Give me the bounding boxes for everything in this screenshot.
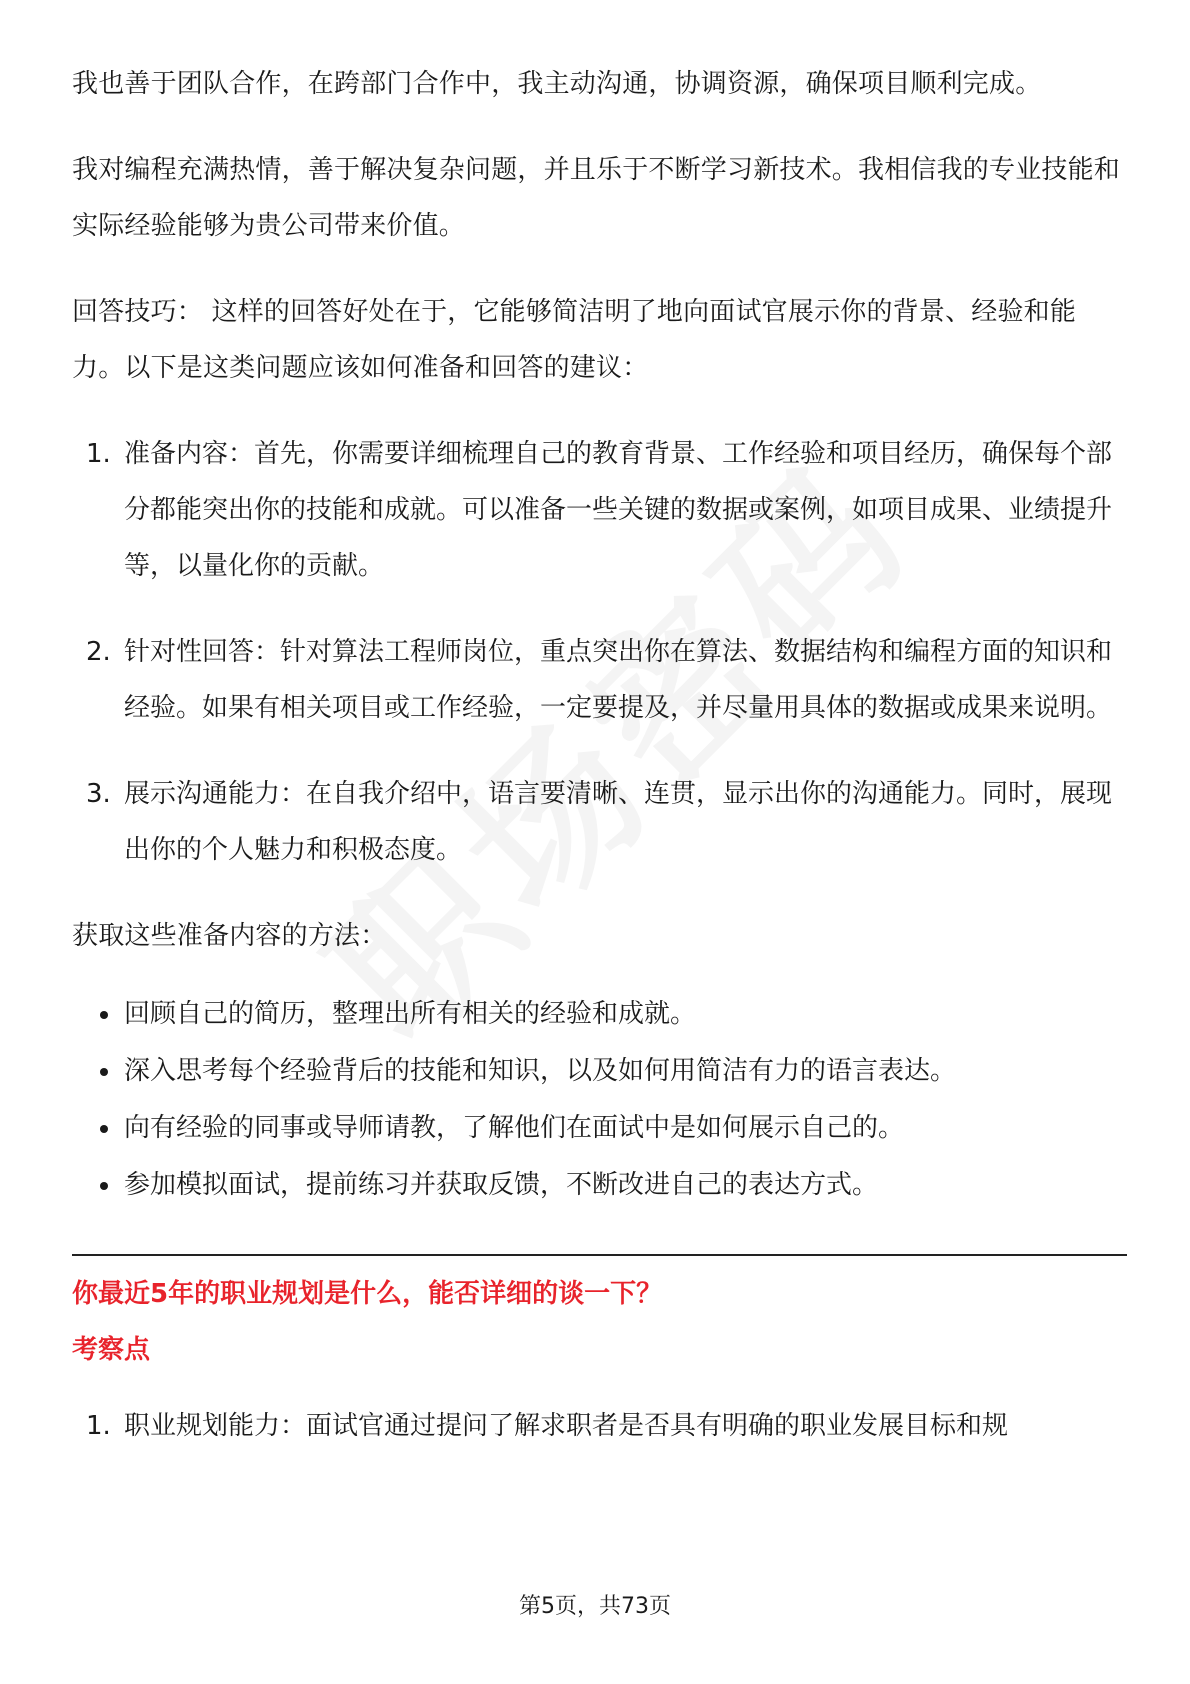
list-item-text: 准备内容：首先，你需要详细梳理自己的教育背景、工作经验和项目经历，确保每个部分都能突出你的技能和成就。可以准备一些关键的数据或案例，如项目成果、业绩提升等，以量化你的贡献。 bbox=[124, 439, 1113, 581]
paragraph-answer-tips: 回答技巧： 这样的回答好处在于，它能够简洁明了地向面试官展示你的背景、经验和能力。以下是这类问题应该如何准备和回答的建议： bbox=[72, 297, 1077, 383]
list-item bbox=[72, 426, 1127, 594]
page-footer: 第5页，共73页 bbox=[519, 1594, 671, 1619]
paragraph-teamwork: 我也善于团队合作，在跨部门合作中，我主动沟通，协调资源，确保项目顺利完成。 bbox=[72, 69, 1042, 99]
list-item bbox=[72, 1157, 1127, 1214]
list-item-text: 向有经验的同事或导师请教，了解他们在面试中是如何展示自己的。 bbox=[124, 1113, 905, 1143]
document-page bbox=[72, 56, 1127, 1454]
list-number: 1. bbox=[86, 1411, 111, 1441]
list-item-text: 回顾自己的简历，整理出所有相关的经验和成就。 bbox=[124, 999, 697, 1029]
methods-list bbox=[72, 986, 1127, 1214]
list-item-text: 展示沟通能力：在自我介绍中，语言要清晰、连贯，显示出你的沟通能力。同时，展现出你的个人魅力和积极态度。 bbox=[124, 779, 1113, 865]
bullet-icon bbox=[100, 1182, 108, 1190]
list-item bbox=[72, 1398, 1127, 1454]
bullet-icon bbox=[100, 1011, 108, 1019]
list-item bbox=[72, 986, 1127, 1043]
tips-list bbox=[72, 426, 1127, 878]
bullet-icon bbox=[100, 1125, 108, 1133]
list-number: 1. bbox=[86, 439, 111, 469]
list-item bbox=[72, 624, 1127, 736]
list-item-text: 参加模拟面试，提前练习并获取反馈，不断改进自己的表达方式。 bbox=[124, 1170, 879, 1200]
paragraph-passion: 我对编程充满热情，善于解决复杂问题，并且乐于不断学习新技术。我相信我的专业技能和实际经验能够为贵公司带来价值。 bbox=[72, 155, 1121, 241]
list-item-text: 针对性回答：针对算法工程师岗位，重点突出你在算法、数据结构和编程方面的知识和经验。如果有相关项目或工作经验，一定要提及，并尽量用具体的数据或成果来说明。 bbox=[124, 637, 1113, 723]
list-item-text: 职业规划能力：面试官通过提问了解求职者是否具有明确的职业发展目标和规 bbox=[124, 1411, 1009, 1441]
list-number: 2. bbox=[86, 637, 111, 667]
bullet-icon bbox=[100, 1068, 108, 1076]
focus-heading: 考察点 bbox=[72, 1335, 151, 1365]
list-item bbox=[72, 1100, 1127, 1157]
list-number: 3. bbox=[86, 779, 111, 809]
list-item bbox=[72, 766, 1127, 878]
methods-intro: 获取这些准备内容的方法： bbox=[72, 921, 387, 951]
list-item-text: 深入思考每个经验背后的技能和知识，以及如何用简洁有力的语言表达。 bbox=[124, 1056, 957, 1086]
focus-list bbox=[72, 1398, 1127, 1454]
question-heading: 你最近5年的职业规划是什么，能否详细的谈一下？ bbox=[72, 1279, 663, 1309]
list-item bbox=[72, 1043, 1127, 1100]
